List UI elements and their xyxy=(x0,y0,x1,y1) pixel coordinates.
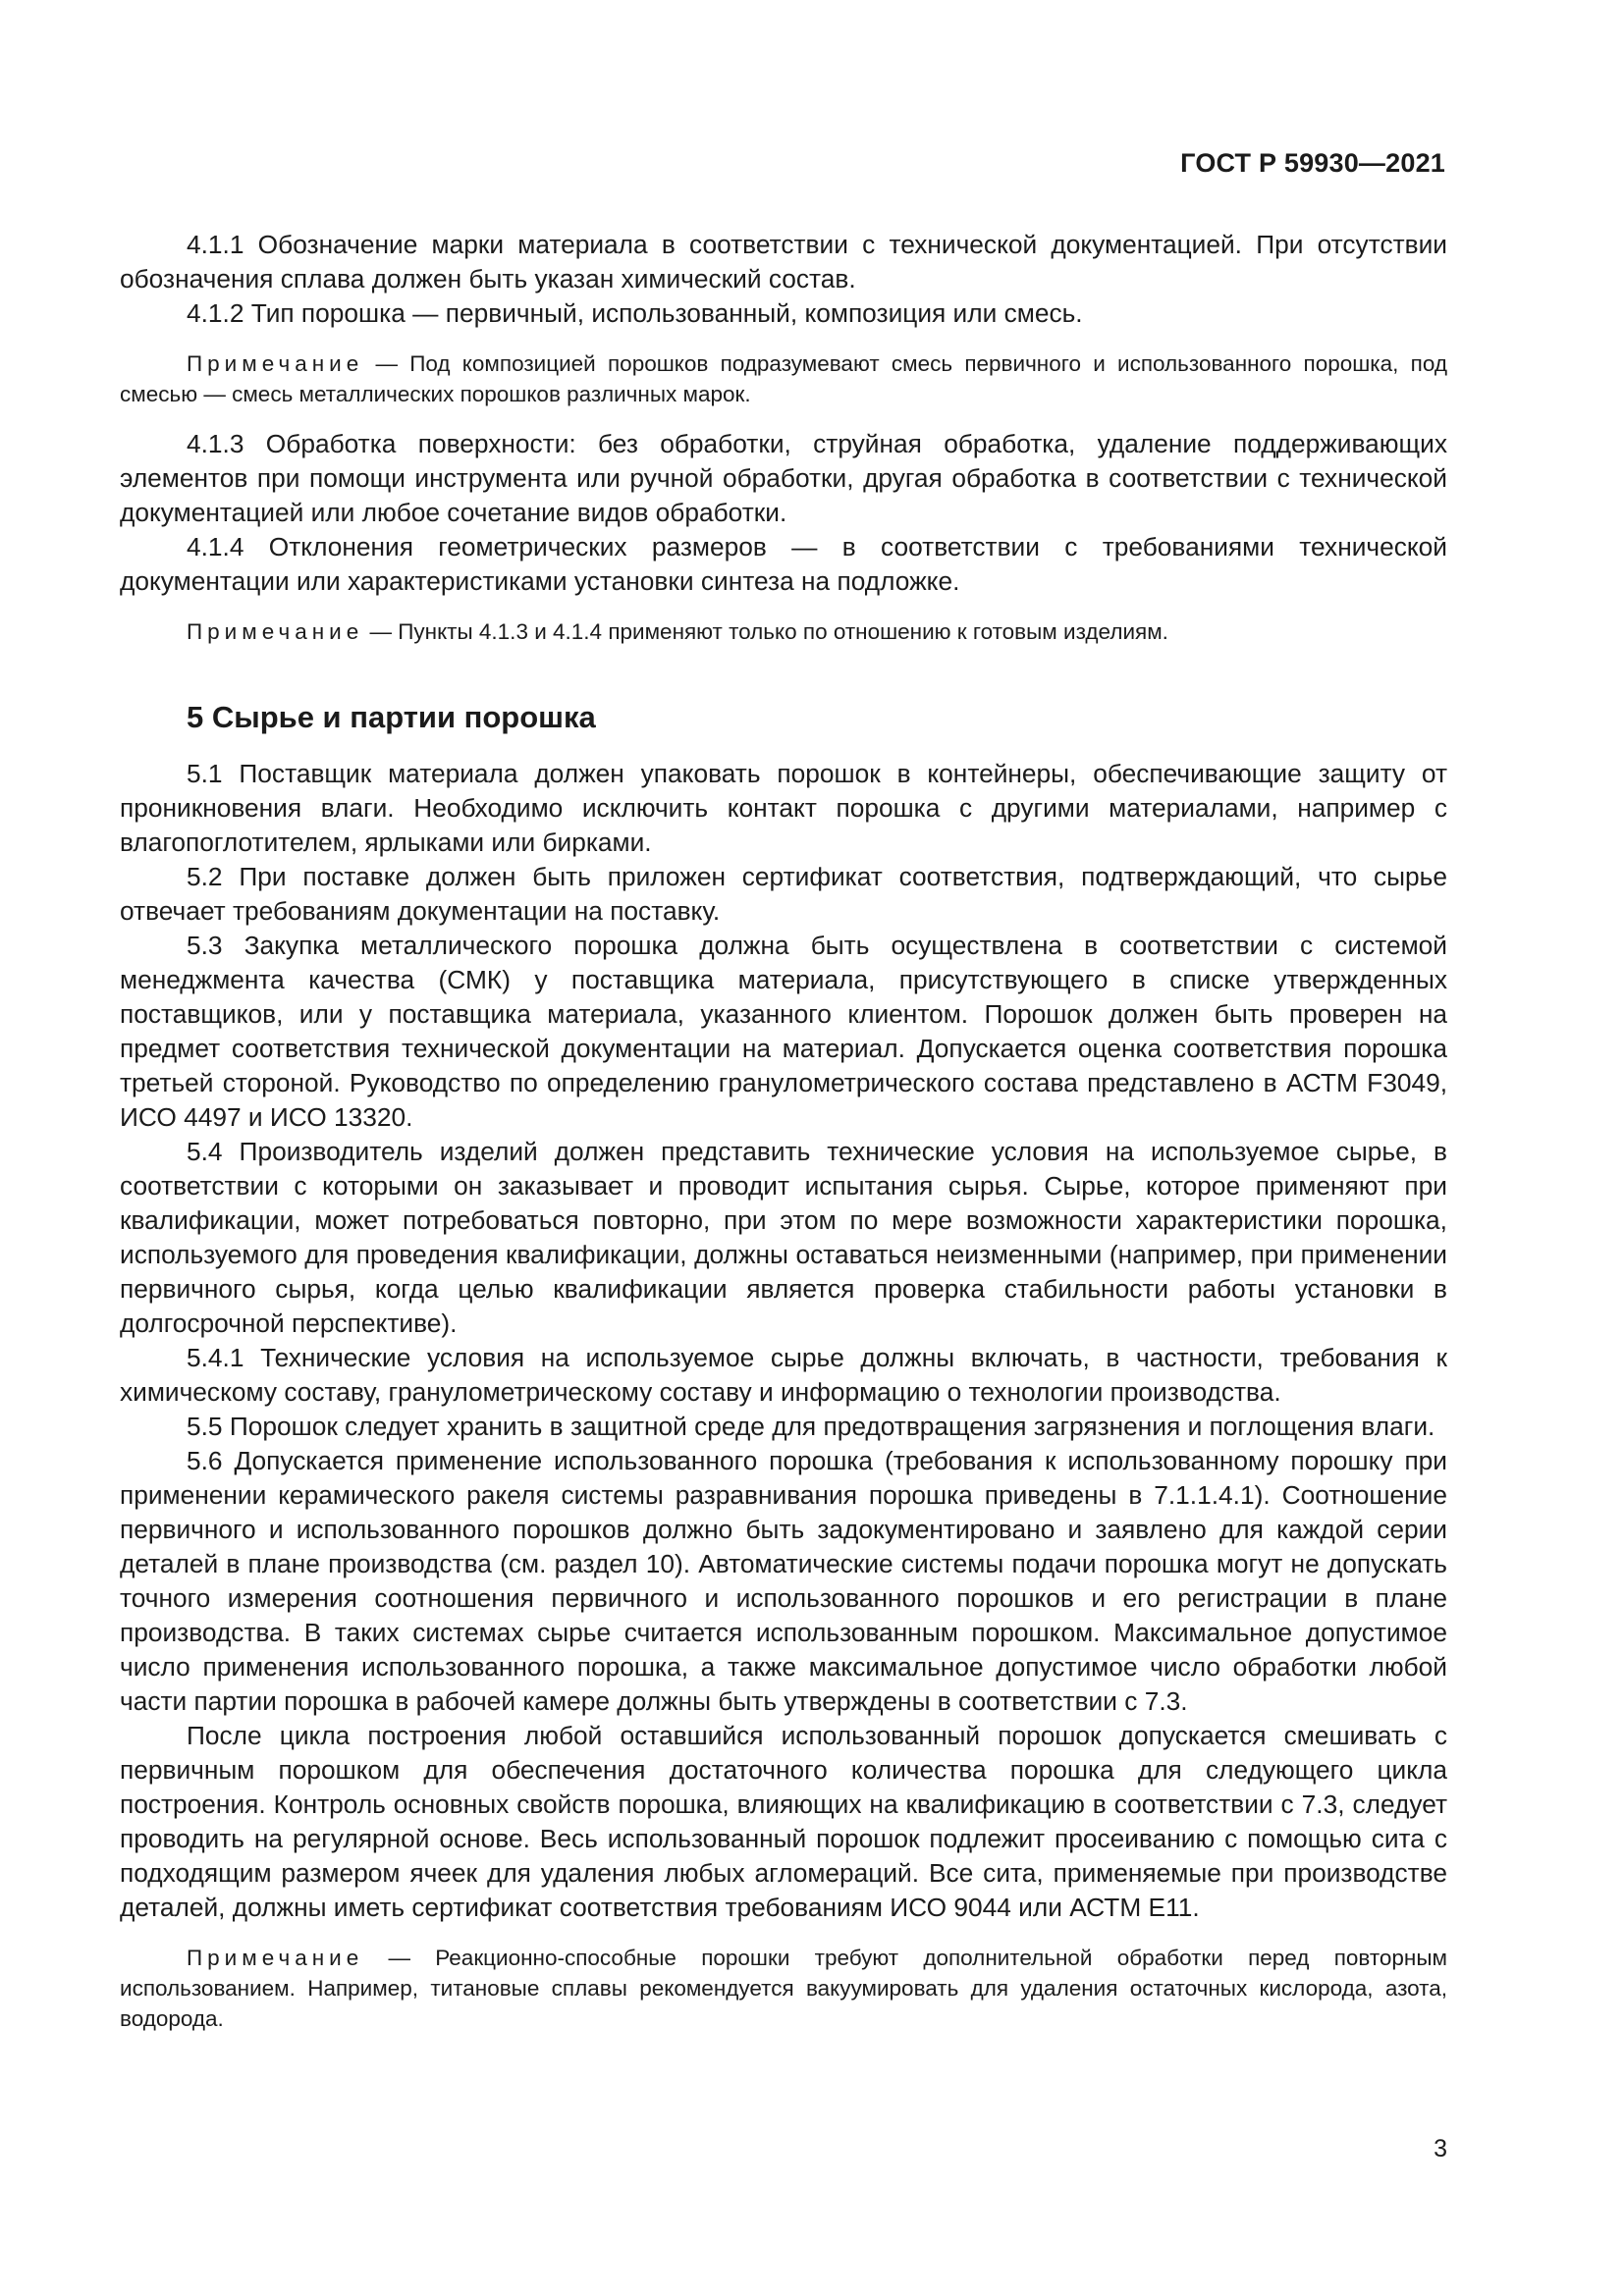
note-finished-products xyxy=(120,616,1447,647)
clause-5-4-1: 5.4.1 Технические условия на используемое сырье должны включать, в частности, требования к химическому составу, гранулометрическому составу и информацию о технологии производства. xyxy=(120,1343,1447,1407)
note-powder-composition xyxy=(120,348,1447,409)
section-5-heading: 5 Сырье и партии порошка xyxy=(187,700,596,734)
clause-5-3: 5.3 Закупка металлического порошка должна быть осуществлена в соответствии с системой менеджмента качества (СМК) у поставщика материала, присутствующего в списке утвержденных поставщиков, или у поставщика материала, указанного клиентом. Порошок должен быть проверен на предмет соответствия технической документации на материал. Допускается оценка соответствия порошка третьей стороной. Руководство по определению гранулометрического состава представлено в АСТМ F3049, ИСО 4497 и ИСО 13320. xyxy=(120,931,1447,1132)
clause-4-1-1: 4.1.1 Обозначение марки материала в соответствии с технической документацией. При отсутствии обозначения сплава должен быть указан химический состав. xyxy=(120,230,1447,294)
page-body xyxy=(120,228,1447,2034)
clause-5-5: 5.5 Порошок следует хранить в защитной среде для предотвращения загрязнения и поглощения влаги. xyxy=(187,1412,1435,1441)
note-text: — Пункты 4.1.3 и 4.1.4 применяют только по отношению к готовым изделиям. xyxy=(363,619,1168,644)
page-number: 3 xyxy=(1434,2135,1447,2163)
clause-4-1-3: 4.1.3 Обработка поверхности: без обработки, струйная обработка, удаление поддерживающих элементов при помощи инструмента или ручной обработки, другая обработка в соответствии с технической документацией или любое сочетание видов обработки. xyxy=(120,429,1447,527)
clause-4-1-4: 4.1.4 Отклонения геометрических размеров — в соответствии с требованиями технической документации или характеристиками установки синтеза на подложке. xyxy=(120,532,1447,596)
clause-5-6-continuation: После цикла построения любой оставшийся использованный порошок допускается смешивать с первичным порошком для обеспечения достаточного количества порошка для следующего цикла построения. Контроль основных свойств порошка, влияющих на квалификацию в соответствии с 7.3, следует проводить на регулярной основе. Весь использованный порошок подлежит просеиванию с помощью сита с подходящим размером ячеек для удаления любых агломераций. Все сита, применяемые при производстве деталей, должны иметь сертификат соответствия требованиям ИСО 9044 или АСТМ E11. xyxy=(120,1721,1447,1922)
note-text: — Реакционно-способные порошки требуют дополнительной обработки перед повторным использованием. Например, титановые сплавы рекомендуется вакуумировать для удаления остаточных кислорода, азота, водорода. xyxy=(120,1946,1447,2031)
clause-5-1: 5.1 Поставщик материала должен упаковать порошок в контейнеры, обеспечивающие защиту от проникновения влаги. Необходимо исключить контакт порошка с другими материалами, например с влагопоглотителем, ярлыками или бирками. xyxy=(120,759,1447,857)
note-label: Примечание xyxy=(187,351,364,376)
clause-5-2: 5.2 При поставке должен быть приложен сертификат соответствия, подтверждающий, что сырье отвечает требованиям документации на поставку. xyxy=(120,862,1447,926)
clause-5-4: 5.4 Производитель изделий должен представить технические условия на используемое сырье, в соответствии с которыми он заказывает и проводит испытания сырья. Сырье, которое применяют при квалификации, может потребоваться повторно, при этом по мере возможности характеристики порошка, используемого для проведения квалификации, должны оставаться неизменными (например, при применении первичного сырья, когда целью квалификации является проверка стабильности работы установки в долгосрочной перспективе). xyxy=(120,1137,1447,1338)
note-reactive-powders xyxy=(120,1943,1447,2034)
note-label: Примечание xyxy=(187,619,364,644)
note-text: — Под композицией порошков подразумевают смесь первичного и использованного порошка, под смесью — смесь металлических порошков различных марок. xyxy=(120,351,1447,406)
note-label: Примечание xyxy=(187,1946,364,1970)
clause-5-6: 5.6 Допускается применение использованного порошка (требования к использованному порошку при применении керамического ракеля системы разравнивания порошка приведены в 7.1.1.4.1). Соотношение первичного и использованного порошков должно быть задокументировано и заявлено для каждой серии деталей в плане производства (см. раздел 10). Автоматические системы подачи порошка могут не допускать точного измерения соотношения первичного и использованного порошков и его регистрации в плане производства. В таких системах сырье считается использованным порошком. Максимальное допустимое число применения использованного порошка, а также максимальное допустимое число обработки любой части партии порошка в рабочей камере должны быть утверждены в соответствии с 7.3. xyxy=(120,1446,1447,1716)
clause-4-1-2: 4.1.2 Тип порошка — первичный, использованный, композиция или смесь. xyxy=(187,298,1083,328)
document-code: ГОСТ Р 59930—2021 xyxy=(1180,148,1445,178)
